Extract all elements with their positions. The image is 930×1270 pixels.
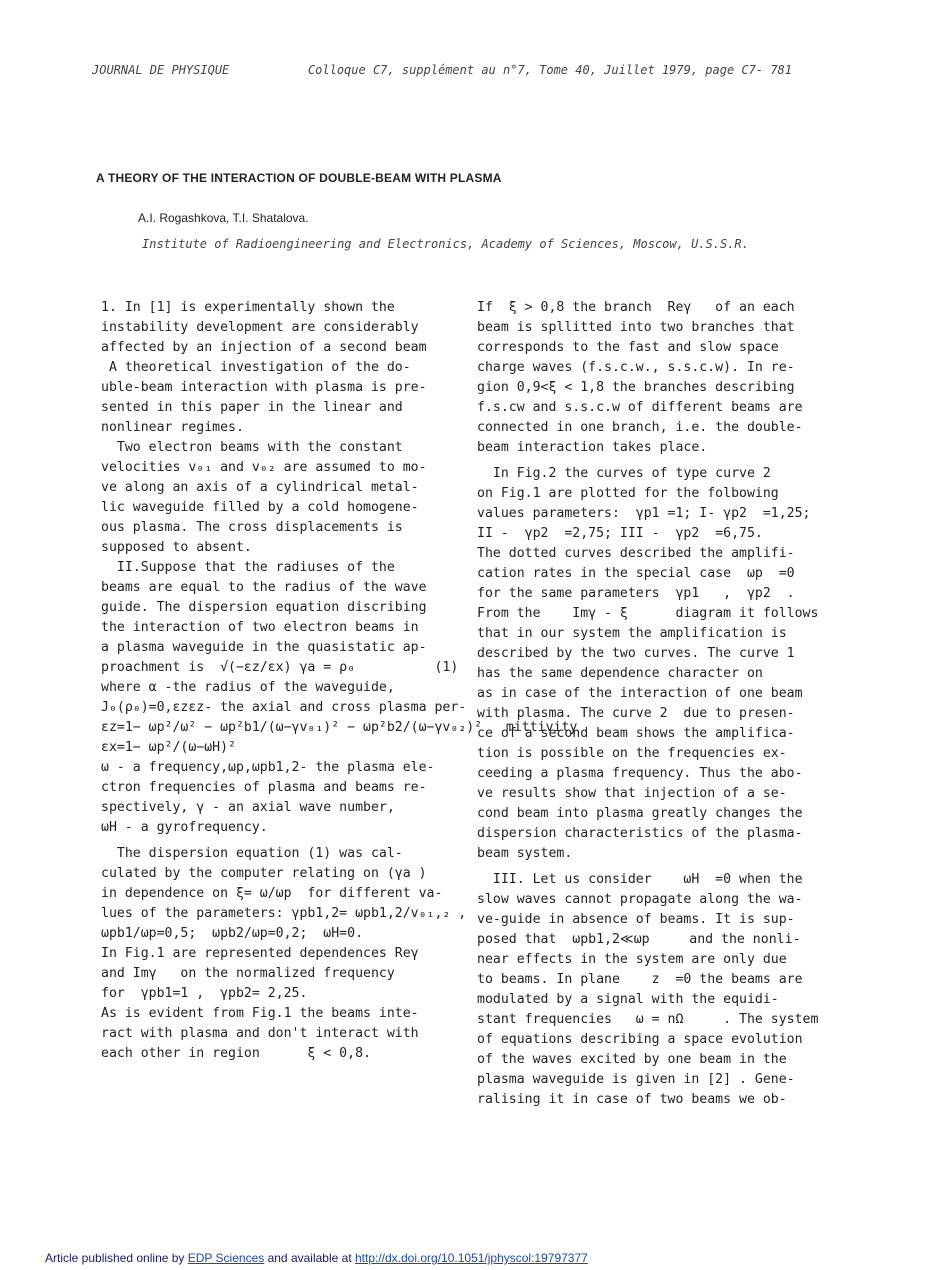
left-column-line: ωH - a gyrofrequency. bbox=[101, 820, 268, 835]
left-column-line: affected by an injection of a second beam bbox=[101, 340, 427, 355]
left-column-line: for γpb1=1 , γpb2= 2,25. bbox=[101, 986, 308, 1001]
left-column-line: culated by the computer relating on (γa ) bbox=[101, 866, 427, 881]
right-column-line: ve-guide in absence of beams. It is sup- bbox=[477, 912, 795, 927]
right-column-line: beam interaction takes place. bbox=[477, 440, 708, 455]
left-column-line: where α -the radius of the waveguide, bbox=[101, 680, 395, 695]
right-column-line: ceeding a plasma frequency. Thus the abo- bbox=[477, 766, 803, 781]
left-column-line: As is evident from Fig.1 the beams inte- bbox=[101, 1006, 419, 1021]
right-column-line: If ξ > 0,8 the branch Reγ of an each bbox=[477, 300, 795, 315]
right-column-line: In Fig.2 the curves of type curve 2 bbox=[477, 466, 771, 481]
authors: A.I. Rogashkova, T.I. Shatalova. bbox=[138, 211, 309, 225]
left-column-line: a plasma waveguide in the quasistatic ap- bbox=[101, 640, 427, 655]
right-column-line: of equations describing a space evolution bbox=[477, 1032, 803, 1047]
left-column-line: sented in this paper in the linear and bbox=[101, 400, 403, 415]
right-column bbox=[477, 298, 822, 1110]
right-column-line: has the same dependence character on bbox=[477, 666, 763, 681]
publisher-link[interactable]: EDP Sciences bbox=[187, 1251, 265, 1265]
right-column-line: cation rates in the special case ωp =0 bbox=[477, 566, 795, 581]
right-column-line: The dotted curves described the amplifi- bbox=[477, 546, 795, 561]
journal-name: JOURNAL DE PHYSIQUE bbox=[92, 63, 230, 77]
left-column-line: and Imγ on the normalized frequency bbox=[101, 966, 395, 981]
left-column-line: εx=1− ωp²/(ω−ωH)² bbox=[101, 740, 236, 755]
right-column-line: of the waves excited by one beam in the bbox=[477, 1052, 787, 1067]
left-column-line: ω - a frequency,ωp,ωpb1,2- the plasma ele- bbox=[101, 760, 435, 775]
running-header bbox=[92, 63, 792, 79]
right-column-line: gion 0,9<ξ < 1,8 the branches describing bbox=[477, 380, 795, 395]
right-column-line: for the same parameters γp1 , γp2 . bbox=[477, 586, 795, 601]
right-column-line: posed that ωpb1,2≪ωp and the nonli- bbox=[477, 932, 801, 947]
doi-link[interactable]: http://dx.doi.org/10.1051/jphyscol:19797377 bbox=[354, 1251, 588, 1265]
right-column-line: to beams. In plane z =0 the beams are bbox=[477, 972, 803, 987]
right-column-line: ve results show that injection of a se- bbox=[477, 786, 787, 801]
left-column-line: lic waveguide filled by a cold homogene- bbox=[101, 500, 419, 515]
right-column-line: that in our system the amplification is bbox=[477, 626, 787, 641]
right-column-line: ce of a second beam shows the amplifica- bbox=[477, 726, 795, 741]
left-column-line: nonlinear regimes. bbox=[101, 420, 244, 435]
left-column-line: supposed to absent. bbox=[101, 540, 252, 555]
left-column-line: ωpb1/ωp=0,5; ωpb2/ωp=0,2; ωH=0. bbox=[101, 926, 364, 941]
right-column-line: From the Imγ - ξ diagram it follows bbox=[477, 606, 819, 621]
left-column-line: ous plasma. The cross displacements is bbox=[101, 520, 403, 535]
right-column-line: slow waves cannot propagate along the wa- bbox=[477, 892, 803, 907]
left-column-line: A theoretical investigation of the do- bbox=[101, 360, 411, 375]
left-column-line: ract with plasma and don't interact with bbox=[101, 1026, 419, 1041]
left-column-line: II.Suppose that the radiuses of the bbox=[101, 560, 395, 575]
citation-line: Colloque C7, supplément au n°7, Tome 40, Juillet 1979, page C7- 781 bbox=[307, 63, 792, 77]
left-column-line: the interaction of two electron beams in bbox=[101, 620, 419, 635]
left-column-line: proachment is √(−εz/εx) γa = ρ₀ (1) bbox=[101, 660, 459, 675]
paper-title: A THEORY OF THE INTERACTION OF DOUBLE-BEAM WITH PLASMA bbox=[96, 171, 502, 185]
left-column-line: ve along an axis of a cylindrical metal- bbox=[101, 480, 419, 495]
right-column-line: on Fig.1 are plotted for the folbowing bbox=[477, 486, 779, 501]
right-column-line: cond beam into plasma greatly changes the bbox=[477, 806, 803, 821]
left-column-line: guide. The dispersion equation discribing bbox=[101, 600, 427, 615]
right-column-line: values parameters: γp1 =1; I- γp2 =1,25; bbox=[477, 506, 811, 521]
footer-middle: and available at bbox=[264, 1251, 355, 1265]
right-column-line: II - γp2 =2,75; III - γp2 =6,75. bbox=[477, 526, 763, 541]
right-column-line: plasma waveguide is given in [2] . Gene- bbox=[477, 1072, 795, 1087]
right-column-line: dispersion characteristics of the plasma- bbox=[477, 826, 803, 841]
right-column-line: f.s.cw and s.s.c.w of different beams are bbox=[477, 400, 803, 415]
left-column-line: Two electron beams with the constant bbox=[101, 440, 403, 455]
left-column-line: each other in region ξ < 0,8. bbox=[101, 1046, 371, 1061]
left-column-line: In Fig.1 are represented dependences Reγ bbox=[101, 946, 419, 961]
left-column-line: J₀(ρ₀)=0,εzεz- the axial and cross plasma per- bbox=[101, 700, 467, 715]
left-column-line: beams are equal to the radius of the wave bbox=[101, 580, 427, 595]
right-column-line: tion is possible on the frequencies ex- bbox=[477, 746, 787, 761]
footer bbox=[45, 1251, 588, 1265]
right-column-line: stant frequencies ω = nΩ . The system bbox=[477, 1012, 819, 1027]
footer-prefix: Article published online by bbox=[45, 1251, 188, 1265]
right-column-line: beam system. bbox=[477, 846, 573, 861]
right-column-line: ralising it in case of two beams we ob- bbox=[477, 1092, 787, 1107]
right-column-line: connected in one branch, i.e. the double- bbox=[477, 420, 803, 435]
right-column-line: III. Let us consider ωH =0 when the bbox=[477, 872, 803, 887]
right-column-line: near effects in the system are only due bbox=[477, 952, 787, 967]
left-column-line: in dependence on ξ= ω/ωp for different va- bbox=[101, 886, 443, 901]
right-column-line: with plasma. The curve 2 due to presen- bbox=[477, 706, 795, 721]
right-column-line: described by the two curves. The curve 1 bbox=[477, 646, 795, 661]
left-column-line: εz=1− ωp²/ω² − ωp²b1/(ω−γv₀₁)² − ωp²b2/(ω−γv₀₂)² mittivity bbox=[101, 720, 578, 735]
left-column-line: velocities v₀₁ and v₀₂ are assumed to mo- bbox=[101, 460, 427, 475]
right-column-line: as in case of the interaction of one beam bbox=[477, 686, 803, 701]
right-column-line: corresponds to the fast and slow space bbox=[477, 340, 779, 355]
left-column-line: lues of the parameters: γpb1,2= ωpb1,2/v₀₁,₂ , bbox=[101, 906, 467, 921]
left-column-line: spectively, γ - an axial wave number, bbox=[101, 800, 395, 815]
right-column-line: beam is spllitted into two branches that bbox=[477, 320, 795, 335]
institute: Institute of Radioengineering and Electronics, Academy of Sciences, Moscow, U.S.S.R. bbox=[142, 237, 749, 251]
right-column-line: modulated by a signal with the equidi- bbox=[477, 992, 779, 1007]
left-column-line: uble-beam interaction with plasma is pre- bbox=[101, 380, 427, 395]
left-column-line: instability development are considerably bbox=[101, 320, 419, 335]
right-column-line: charge waves (f.s.c.w., s.s.c.w). In re- bbox=[477, 360, 795, 375]
left-column-line: 1. In [1] is experimentally shown the bbox=[101, 300, 395, 315]
left-column-line: The dispersion equation (1) was cal- bbox=[101, 846, 403, 861]
left-column-line: ctron frequencies of plasma and beams re- bbox=[101, 780, 427, 795]
